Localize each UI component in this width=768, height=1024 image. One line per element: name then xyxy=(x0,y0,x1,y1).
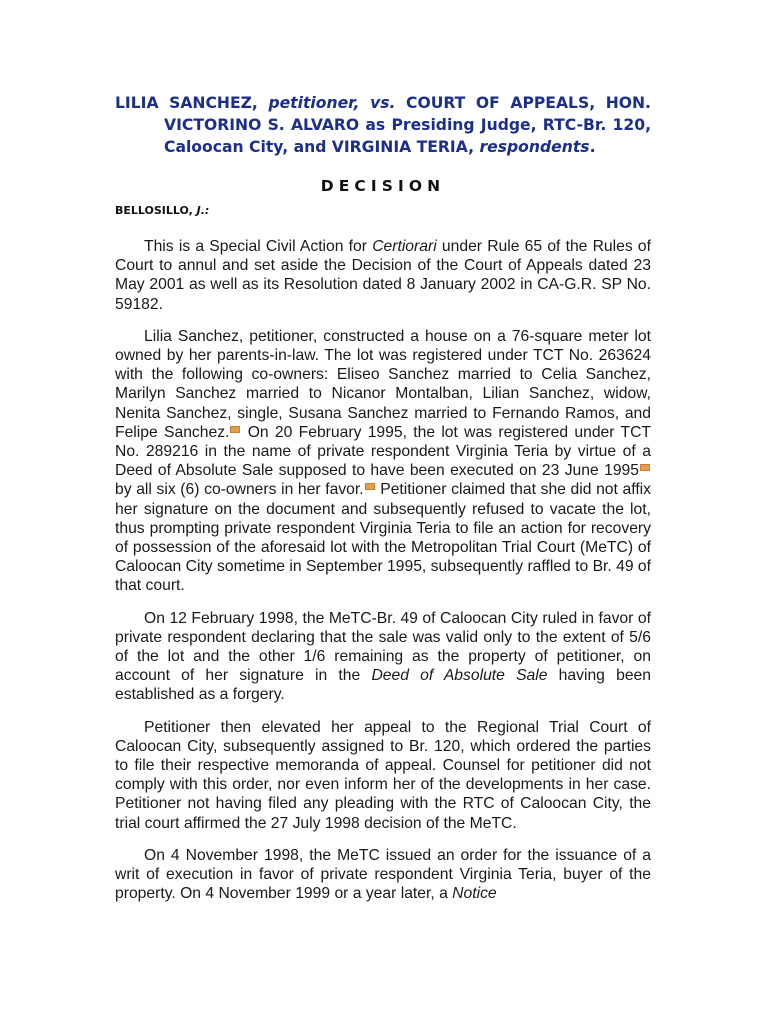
certiorari-term: Certiorari xyxy=(372,238,437,255)
footnote-link-2[interactable] xyxy=(640,464,650,471)
caption-petitioner-role: petitioner, vs. xyxy=(268,94,396,112)
paragraph-3-text-a: On 12 February 1998, the MeTC-Br. 49 of Caloocan City ruled in favor of private respondent declaring that the sale was valid only to the extent of 5/6 of the lot and the other 1/6 remaining as the property of petitioner, on account of her signature in the xyxy=(115,609,651,685)
paragraph-5-text-a: On 4 November 1998, the MeTC issued an order for the issuance of a writ of execution in favor of private respondent Virginia Teria, buyer of the property. On 4 November 1999 or a year later, a xyxy=(115,846,651,903)
footnote-link-1[interactable] xyxy=(230,426,240,433)
paragraph-1-text-a: This is a Special Civil Action for xyxy=(144,238,373,255)
paragraph-3-text-b: having been established as a forgery. xyxy=(115,667,652,704)
caption-respondents-role: respondents xyxy=(479,138,590,156)
paragraph-2-text-b: On 20 February 1995, the lot was registered under TCT No. 289216 in the name of private respondent Virginia Teria by virtue of a Deed of Absolute Sale supposed to have been executed on 23 June 1995 xyxy=(115,423,651,480)
notice-term: Notice xyxy=(452,885,497,903)
decision-document xyxy=(115,92,651,904)
ponente xyxy=(115,202,651,220)
ponente-title: J.: xyxy=(196,204,210,217)
caption-petitioner-name: LILIA SANCHEZ, xyxy=(115,94,258,112)
footnote-link-3[interactable] xyxy=(365,483,375,490)
paragraph-5 xyxy=(115,846,651,904)
caption-period: . xyxy=(589,138,596,156)
paragraph-2-text-d: Petitioner claimed that she did not affix her signature on the document and subsequently refused to vacate the lot, thus prompting private respondent Virginia Teria to file an action for recovery of possession of the aforesaid lot with the Metropolitan Trial Court (MeTC) of Caloocan City sometime in September 1995, subsequently raffled to Br. 49 of that court. xyxy=(115,481,652,595)
caption-respondents-names: COURT OF APPEALS, HON. VICTORINO S. ALVARO as Presiding Judge, RTC-Br. 120, Caloocan City, and VIRGINIA TERIA, xyxy=(164,94,651,156)
deed-term: Deed of Absolute Sale xyxy=(371,667,548,685)
ponente-name: BELLOSILLO, xyxy=(115,204,193,217)
paragraph-2 xyxy=(115,327,651,596)
decision-heading: DECISION xyxy=(320,177,446,195)
paragraph-1-text-b: under Rule 65 of the Rules of Court to annul and set aside the Decision of the Court of Appeals dated 23 May 2001 as well as its Resolution dated 8 January 2002 in CA-G.R. SP No. 59182. xyxy=(115,238,651,313)
paragraph-2-text-a: Lilia Sanchez, petitioner, constructed a house on a 76-square meter lot owned by her parents-in-law. The lot was registered under TCT No. 263624 with the following co-owners: Eliseo Sanchez married to Celia Sanchez, Marilyn Sanchez married to Nicanor Montalban, Lilian Sanchez, widow, Nenita Sanchez, single, Susana Sanchez married to Fernando Ramos, and Felipe Sanchez. xyxy=(115,327,651,441)
paragraph-4: Petitioner then elevated her appeal to the Regional Trial Court of Caloocan City, subsequently assigned to Br. 120, which ordered the parties to file their respective memoranda of appeal. Counsel for petitioner did not comply with this order, nor even inform her of the developments in her case. Petitioner not having filed any pleading with the RTC of Caloocan City, the trial court affirmed the 27 July 1998 decision of the MeTC. xyxy=(115,718,651,832)
paragraph-2-text-c: by all six (6) co-owners in her favor. xyxy=(115,481,364,499)
case-caption xyxy=(115,92,651,158)
paragraph-1 xyxy=(115,237,651,314)
paragraph-3 xyxy=(115,609,651,705)
